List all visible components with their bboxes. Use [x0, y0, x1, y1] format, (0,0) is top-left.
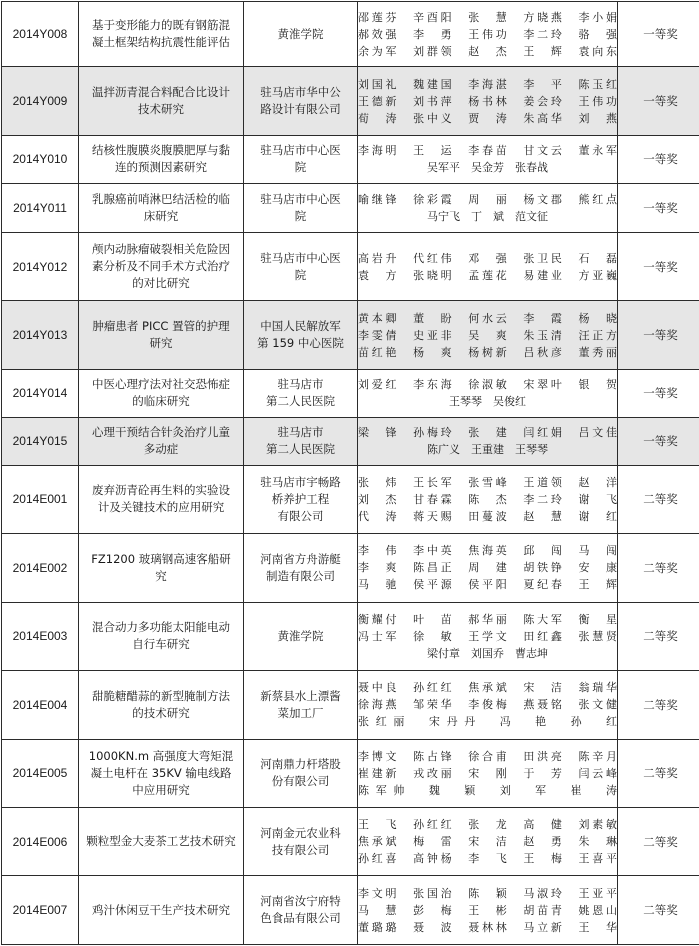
project-code: 2014Y009: [12, 94, 68, 109]
people-cell: [358, 369, 618, 417]
project-title-cell: [79, 67, 244, 135]
project-title-cell: [79, 534, 244, 602]
people-line: 郝效强 李 勇 王伟功 李二玲 骆 强: [358, 27, 617, 41]
unit-line: 有限公司: [277, 508, 324, 523]
people-cell: [358, 807, 618, 875]
people-cell: [358, 465, 618, 533]
people-line: 张红丽 宋丹丹 冯 艳 孙 红: [358, 715, 617, 729]
project-code-cell: [2, 465, 79, 533]
unit-line: 河南鼎力杆塔股: [260, 757, 341, 772]
project-title-line: 的临床研究: [132, 394, 190, 409]
project-title-line: 的技术研究: [132, 705, 190, 720]
unit-line: 河南省方舟游艇: [260, 551, 341, 566]
award-grade-cell: [618, 876, 699, 945]
people-cell: [358, 602, 618, 670]
table-row: [2, 232, 699, 300]
people-cell: [358, 534, 618, 602]
unit-cell: [244, 602, 358, 670]
people-cell: [358, 183, 618, 232]
unit-line: 驻马店市中心医: [260, 143, 341, 158]
project-code: 2014Y015: [12, 434, 68, 449]
unit-line: 制造有限公司: [266, 568, 335, 583]
people-cell: [358, 67, 618, 135]
unit-line: 院: [294, 160, 307, 175]
unit-line: 桥养护工程: [271, 491, 330, 506]
project-title-line: 计及关键技术的应用研究: [97, 500, 225, 515]
unit-cell: [244, 2, 358, 67]
unit-line: 路设计有限公司: [260, 102, 341, 117]
unit-line: 黄淮学院: [277, 628, 324, 643]
project-title-line: 基于变形能力的既有钢筋混: [92, 18, 230, 33]
people-line: 张 炜 王长军 张雪峰 王道领 赵 洋: [358, 475, 617, 489]
people-cell: [358, 232, 618, 300]
award-grade: 一等奖: [643, 259, 678, 274]
project-title-line: 废弃沥青砼再生料的实验设: [92, 483, 230, 498]
project-title-cell: [79, 183, 244, 232]
people-line: 聂中良 孙红红 焦承斌 宋 洁 翁瑞华: [358, 681, 617, 695]
people-line: 刘国礼 魏建国 李海湛 李 平 陈玉红: [358, 77, 617, 91]
table-row: [2, 602, 699, 670]
table-row: [2, 369, 699, 417]
award-grade-cell: [618, 807, 699, 875]
project-title-cell: [79, 807, 244, 875]
project-code-cell: [2, 232, 79, 300]
unit-cell: [244, 465, 358, 533]
unit-line: 技有限公司: [271, 842, 330, 857]
people-line: 董璐璐 聂 波 聂林林 马立新 王 华: [358, 920, 617, 934]
project-title-line: 究: [155, 568, 167, 583]
project-title-cell: [79, 232, 244, 300]
project-title-line: 中应用研究: [132, 782, 190, 797]
unit-cell: [244, 534, 358, 602]
project-code: 2014E004: [12, 697, 68, 712]
unit-line: 驻马店市: [277, 425, 324, 440]
award-grade: 二等奖: [643, 560, 678, 575]
project-title-line: 技术研究: [138, 102, 184, 117]
project-title-line: 自行车研究: [132, 637, 190, 652]
table-row: [2, 876, 699, 945]
people-cell: [358, 417, 618, 465]
project-title-line: 肿瘤患者 PICC 置管的护理: [92, 319, 230, 334]
people-line: 徐海燕 邹荣华 李俊梅 燕聂铭 张文健: [358, 698, 617, 712]
table-row: [2, 534, 699, 602]
unit-line: 驻马店市中心医: [260, 191, 341, 206]
people-line: 马 驰 侯平源 侯平阳 夏纪春 王 辉: [358, 578, 617, 592]
people-line: 苗红艳 杨 爽 杨树新 吕秋彦 董秀丽: [358, 345, 617, 359]
award-grade-cell: [618, 602, 699, 670]
unit-line: 河南金元农业科: [260, 825, 341, 840]
project-title-cell: [79, 417, 244, 465]
unit-cell: [244, 67, 358, 135]
unit-line: 中国人民解放军: [260, 319, 341, 334]
project-title-line: 连的预测因素研究: [115, 160, 207, 175]
award-grade: 二等奖: [643, 766, 678, 781]
people-line: 刘爱红 李东海 徐淑敏 宋翠叶 银 贺: [358, 378, 617, 392]
project-code-cell: [2, 67, 79, 135]
people-cell: [358, 2, 618, 67]
people-line: 焦承斌 梅 雷 宋 洁 赵 勇 朱 琳: [358, 835, 617, 849]
project-code-cell: [2, 602, 79, 670]
project-title-line: 结核性腹膜炎腹膜肥厚与黏: [92, 143, 230, 158]
people-line: 吴军平 吴金芳 张春战: [427, 161, 548, 175]
unit-line: 驻马店市中心医: [260, 250, 341, 265]
people-cell: [358, 671, 618, 739]
people-line: 马宁飞 丁 斌 范文征: [427, 209, 548, 223]
unit-cell: [244, 369, 358, 417]
project-title-cell: [79, 369, 244, 417]
award-grade: 二等奖: [643, 629, 678, 644]
people-line: 李 伟 李中英 焦海英 邱 闯 马 闯: [358, 544, 617, 558]
project-code-cell: [2, 876, 79, 945]
award-grade-cell: [618, 2, 699, 67]
award-grade-cell: [618, 135, 699, 183]
project-code: 2014Y014: [12, 386, 68, 401]
people-line: 李文明 张国治 陈 颖 马淑玲 王亚平: [358, 886, 617, 900]
unit-cell: [244, 135, 358, 183]
people-cell: [358, 739, 618, 807]
project-code: 2014Y010: [12, 152, 68, 167]
award-grade-cell: [618, 739, 699, 807]
table-row: [2, 2, 699, 67]
project-code-cell: [2, 369, 79, 417]
award-grade: 二等奖: [643, 834, 678, 849]
people-line: 马 慧 彭 梅 王 彬 胡苗青 姚恩山: [358, 903, 617, 917]
unit-line: 菜加工厂: [277, 705, 324, 720]
people-line: 梁付章 刘国乔 曹志坤: [427, 646, 548, 660]
award-grade-cell: [618, 465, 699, 533]
people-line: 王德新 刘书萍 杨书林 姜会玲 王伟功: [358, 94, 617, 108]
table-row: [2, 67, 699, 135]
project-title-line: 凝土电杆在 35KV 输电线路: [90, 765, 232, 780]
award-grade: 二等奖: [643, 903, 678, 918]
project-code: 2014Y008: [12, 27, 68, 42]
award-grade: 一等奖: [643, 434, 678, 449]
people-line: 衡耀付 叶 苗 郝华丽 陈大军 衡 星: [358, 612, 617, 626]
people-cell: [358, 301, 618, 369]
award-grade: 一等奖: [643, 200, 678, 215]
project-code-cell: [2, 807, 79, 875]
people-line: 李雯倩 史亚非 吴 爽 朱玉清 汪正方: [358, 328, 617, 342]
project-title-cell: [79, 671, 244, 739]
unit-cell: [244, 807, 358, 875]
project-code: 2014E005: [12, 766, 68, 781]
unit-line: 第二人民医院: [266, 394, 335, 409]
table-body: [2, 2, 699, 945]
project-code-cell: [2, 2, 79, 67]
unit-line: 黄淮学院: [277, 26, 324, 41]
project-title-cell: [79, 876, 244, 945]
table-row: [2, 417, 699, 465]
award-grade: 二等奖: [643, 697, 678, 712]
project-title-line: 1000KN.m 高强度大弯矩混: [88, 748, 234, 763]
unit-line: 院: [294, 267, 307, 282]
project-code-cell: [2, 135, 79, 183]
people-line: 黄本卿 董 盼 何水云 李 霞 杨 晓: [358, 311, 617, 325]
table-row: [2, 183, 699, 232]
award-grade-cell: [618, 369, 699, 417]
project-title-line: 颅内动脉瘤破裂相关危险因: [92, 242, 230, 257]
people-line: 荀 涛 张中义 贾 涛 朱高华 刘 燕: [358, 111, 617, 125]
project-code-cell: [2, 417, 79, 465]
project-title-line: 鸡汁休闲豆干生产技术研究: [92, 902, 230, 917]
project-title-line: 颗粒型金大麦茶工艺技术研究: [86, 834, 236, 849]
project-code: 2014E007: [12, 903, 68, 918]
project-title-line: 多动症: [143, 442, 179, 457]
people-line: 李 爽 陈昌正 周 建 胡铁铮 安 康: [358, 561, 617, 575]
unit-line: 院: [294, 208, 307, 223]
award-grade-cell: [618, 671, 699, 739]
project-title-cell: [79, 301, 244, 369]
project-code: 2014E003: [12, 629, 68, 644]
project-title-line: 混合动力多功能太阳能电动: [92, 620, 230, 635]
table-row: [2, 135, 699, 183]
people-line: 崔建新 戎改丽 宋 刚 于 芳 闫云峰: [358, 766, 617, 780]
people-line: 余为军 刘群领 赵 杰 王 辉 袁向东: [358, 44, 617, 58]
table-row: [2, 739, 699, 807]
project-code: 2014Y011: [13, 200, 67, 215]
unit-cell: [244, 301, 358, 369]
unit-line: 第二人民医院: [266, 442, 335, 457]
project-code-cell: [2, 671, 79, 739]
unit-line: 驻马店市宇畅路: [260, 474, 341, 489]
unit-cell: [244, 739, 358, 807]
people-line: 王 飞 孙红红 张 龙 高 健 刘素敏: [358, 818, 617, 832]
project-code-cell: [2, 534, 79, 602]
table-row: [2, 465, 699, 533]
people-cell: [358, 135, 618, 183]
award-grade-cell: [618, 183, 699, 232]
project-title-line: 的对比研究: [132, 276, 190, 291]
unit-line: 河南省汝宁府特: [260, 894, 341, 909]
people-line: 王琴琴 吴俊红: [449, 395, 526, 409]
award-grade-cell: [618, 417, 699, 465]
project-title-cell: [79, 602, 244, 670]
people-line: 陈军帅 魏 颖 刘 军 崔 涛: [358, 783, 617, 797]
award-table: [1, 1, 699, 945]
people-line: 陈广义 王重建 王琴琴: [427, 443, 548, 457]
award-grade-cell: [618, 232, 699, 300]
award-grade: 二等奖: [643, 492, 678, 507]
project-title-line: 凝土框架结构抗震性能评估: [92, 35, 230, 50]
project-code: 2014E001: [12, 492, 68, 507]
project-title-line: 研究: [149, 336, 173, 351]
people-line: 孙红喜 高钟杨 李 飞 王 梅 王喜平: [358, 852, 617, 866]
award-grade: 一等奖: [643, 328, 678, 343]
unit-cell: [244, 417, 358, 465]
people-line: 邵莲芬 辛酉阳 张 慧 方晓燕 李小娟: [358, 10, 617, 24]
unit-line: 驻马店市: [277, 377, 324, 392]
unit-cell: [244, 232, 358, 300]
award-grade-cell: [618, 301, 699, 369]
project-title-line: 素分析及不同手术方式治疗: [92, 259, 230, 274]
project-title-line: 中医心理疗法对社交恐怖症: [92, 377, 230, 392]
project-title-cell: [79, 465, 244, 533]
people-line: 冯士军 徐 敏 王学文 田红鑫 张慧贤: [358, 629, 617, 643]
project-title-cell: [79, 739, 244, 807]
unit-line: 驻马店市华中公: [260, 85, 341, 100]
project-title-line: 甜脆糖醋蒜的新型腌制方法: [92, 688, 230, 703]
unit-line: 份有限公司: [271, 774, 330, 789]
award-grade: 一等奖: [643, 152, 678, 167]
people-line: 刘 杰 甘春霖 陈 杰 李二玲 谢 飞: [358, 492, 617, 506]
people-line: 梁 锋 孙梅玲 张 建 闫红娟 吕文佳: [358, 426, 617, 440]
unit-cell: [244, 671, 358, 739]
project-title-line: 床研究: [143, 208, 179, 223]
award-grade-cell: [618, 534, 699, 602]
project-code-cell: [2, 183, 79, 232]
project-code: 2014E006: [12, 834, 68, 849]
unit-line: 色食品有限公司: [260, 911, 341, 926]
table-row: [2, 807, 699, 875]
people-line: 代 涛 蒋天赐 田蔓波 赵 慧 谢 红: [358, 509, 617, 523]
project-code: 2014Y012: [12, 259, 68, 274]
people-line: 李海明 王 运 李春苗 甘文云 董永军: [358, 144, 617, 158]
project-title-cell: [79, 135, 244, 183]
project-code: 2014E002: [12, 560, 68, 575]
people-line: 喻继锋 徐彩霞 周 丽 杨文郡 熊红点: [358, 192, 617, 206]
project-title-cell: [79, 2, 244, 67]
unit-line: 新蔡县水上漂酱: [260, 688, 341, 703]
project-code: 2014Y013: [12, 328, 68, 343]
project-title-line: 乳腺癌前哨淋巴结活检的临: [92, 191, 230, 206]
people-line: 高岩升 代红伟 邓 强 张卫民 石 磊: [358, 251, 617, 265]
project-title-line: FZ1200 玻璃钢高速客船研: [91, 551, 231, 566]
award-grade: 一等奖: [643, 386, 678, 401]
project-code-cell: [2, 301, 79, 369]
table-row: [2, 671, 699, 739]
project-code-cell: [2, 739, 79, 807]
award-grade: 一等奖: [643, 94, 678, 109]
award-grade: 一等奖: [643, 27, 678, 42]
people-line: 袁 方 张晓明 孟莲花 易建业 方亚巍: [358, 268, 617, 282]
unit-cell: [244, 876, 358, 945]
award-grade-cell: [618, 67, 699, 135]
people-cell: [358, 876, 618, 945]
people-line: 李博文 陈占锋 徐合甫 田洪亮 陈辛月: [358, 749, 617, 763]
table-row: [2, 301, 699, 369]
project-title-line: 温拌沥青混合料配合比设计: [92, 85, 230, 100]
unit-line: 第 159 中心医院: [257, 336, 344, 351]
unit-cell: [244, 183, 358, 232]
project-title-line: 心理干预结合针灸治疗儿童: [92, 425, 230, 440]
